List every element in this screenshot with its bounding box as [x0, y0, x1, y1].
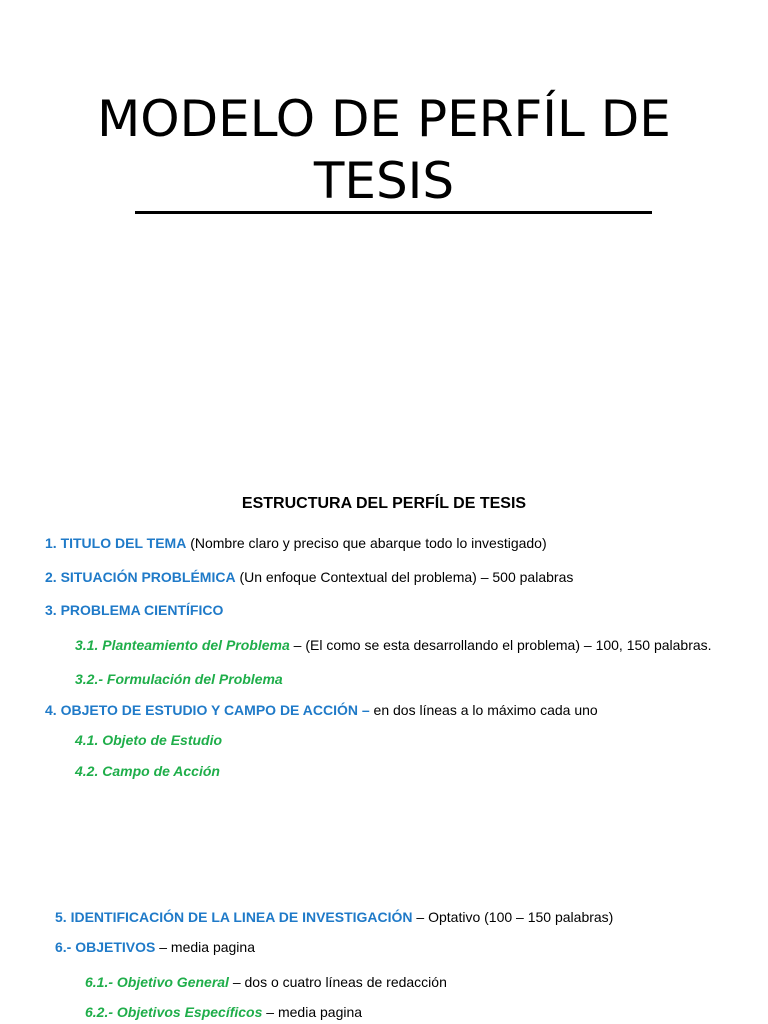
- item-1-label: 1. TITULO DEL TEMA: [45, 535, 187, 551]
- structure-heading: ESTRUCTURA DEL PERFÍL DE TESIS: [241, 495, 527, 512]
- item-3-1: [75, 636, 712, 654]
- item-3-1-label: 3.1. Planteamiento del Problema: [75, 637, 290, 653]
- item-1: [45, 534, 547, 552]
- item-5-text: – Optativo (100 – 150 palabras): [412, 909, 614, 925]
- item-3-2-label: 3.2.- Formulación del Problema: [75, 671, 283, 687]
- page-title-line-2: TESIS: [313, 152, 455, 210]
- item-3: [45, 601, 223, 619]
- item-6-2-label: 6.2.- Objetivos Específicos: [85, 1004, 263, 1020]
- item-4-text: en dos líneas a lo máximo cada uno: [369, 702, 598, 718]
- item-2-text: (Un enfoque Contextual del problema) – 500 palabras: [235, 569, 574, 585]
- item-4-1-label: 4.1. Objeto de Estudio: [75, 732, 223, 748]
- item-5-label: 5. IDENTIFICACIÓN DE LA LINEA DE INVESTIGACIÓN: [55, 909, 413, 925]
- page-title-line-1: MODELO DE PERFÍL DE: [97, 90, 671, 148]
- item-4-label: 4. OBJETO DE ESTUDIO Y CAMPO DE ACCIÓN –: [45, 702, 370, 718]
- item-4-2: [75, 762, 220, 780]
- item-4-2-label: 4.2. Campo de Acción: [75, 763, 220, 779]
- item-3-1-text: – (El como se esta desarrollando el problema) – 100, 150 palabras.: [289, 637, 712, 653]
- item-6-1-text: – dos o cuatro líneas de redacción: [228, 974, 447, 990]
- item-1-text: (Nombre claro y preciso que abarque todo lo investigado): [186, 535, 547, 551]
- item-6-label: 6.- OBJETIVOS: [55, 939, 156, 955]
- page-title: [0, 88, 768, 212]
- item-6-2-text: – media pagina: [262, 1004, 363, 1020]
- item-6-2: [85, 1003, 362, 1021]
- item-3-2: [75, 670, 283, 688]
- item-2: [45, 568, 573, 586]
- item-6: [55, 938, 255, 956]
- item-6-text: – media pagina: [155, 939, 255, 955]
- item-3-label: 3. PROBLEMA CIENTÍFICO: [45, 602, 224, 618]
- item-5: [55, 908, 613, 926]
- title-underline: [135, 211, 652, 214]
- item-4: [45, 701, 598, 719]
- item-2-label: 2. SITUACIÓN PROBLÉMICA: [45, 569, 236, 585]
- item-6-1: [85, 973, 447, 991]
- item-6-1-label: 6.1.- Objetivo General: [85, 974, 229, 990]
- item-4-1: [75, 731, 222, 749]
